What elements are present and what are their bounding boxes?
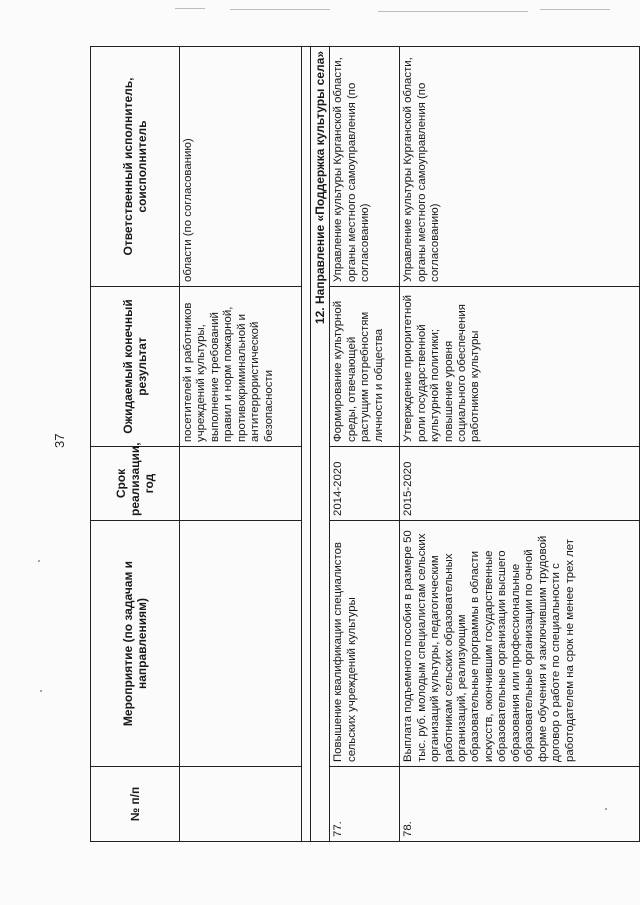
table-row: [400, 47, 640, 842]
cell-term: 2015-2020: [400, 447, 640, 521]
cell-term: 2014-2020: [330, 447, 400, 521]
table-row: [330, 47, 400, 842]
cell-responsible: области (по согласованию): [180, 47, 302, 287]
cell-term: [180, 447, 302, 521]
cell-result: посетителей и работников учреждений культуры, выполнение требований правил и норм пожарной, противокриминальной и антитеррористической безопасности: [180, 287, 302, 447]
header-responsible: Ответственный исполнитель, соисполнитель: [91, 47, 180, 287]
cell-responsible: Управление культуры Курганской области, органы местного самоуправления (по согласованию): [400, 47, 640, 287]
cell-num: [180, 767, 302, 842]
events-table: [90, 46, 640, 842]
cell-event: [180, 521, 302, 767]
header-num: № п/п: [91, 767, 180, 842]
header-term: Срок реализации, год: [91, 447, 180, 521]
cell-event: Выплата подъемного пособия в размере 50 тыс. руб. молодым специалистам сельских организаций культуры, педагогическим работникам сельских образовательных организаций, реализующим образовательные программы в области искусств, окончившим государственные образовательные организации высшего образования или профессиональные образовательные организации по очной форме обучения и заключившим трудовой договор о работе по специальности с работодателем на срок не менее трех лет: [400, 521, 640, 767]
blank-row: [302, 47, 311, 842]
blank-cell: [302, 47, 311, 842]
section-title: 12. Направление «Поддержка культуры села»: [311, 47, 330, 842]
scan-speck: [40, 690, 42, 692]
cell-num: 77.: [330, 767, 400, 842]
rotated-document: [90, 47, 635, 842]
header-result: Ожидаемый конечный результат: [91, 287, 180, 447]
cell-result: Формирование культурной среды, отвечающей растущим потребностям личности и общества: [330, 287, 400, 447]
scan-speck: [38, 560, 40, 562]
scan-artifact-line: [230, 9, 330, 10]
scan-artifact-line: [175, 8, 205, 9]
page-number: 37: [52, 433, 67, 448]
header-event: Мероприятие (по задачам и направлениям): [91, 521, 180, 767]
cell-result: Утверждение приоритетной роли государственной культурной политики; повышение уровня социального обеспечения работников культуры: [400, 287, 640, 447]
cell-responsible: Управление культуры Курганской области, органы местного самоуправления (по согласованию): [330, 47, 400, 287]
table-row-continued: [180, 47, 302, 842]
cell-num: 78.: [400, 767, 640, 842]
cell-event: Повышение квалификации специалистов сельских учреждений культуры: [330, 521, 400, 767]
scan-artifact-line: [378, 11, 528, 12]
section-row: [311, 47, 330, 842]
table-header-row: [91, 47, 180, 842]
scan-artifact-line: [540, 9, 610, 10]
